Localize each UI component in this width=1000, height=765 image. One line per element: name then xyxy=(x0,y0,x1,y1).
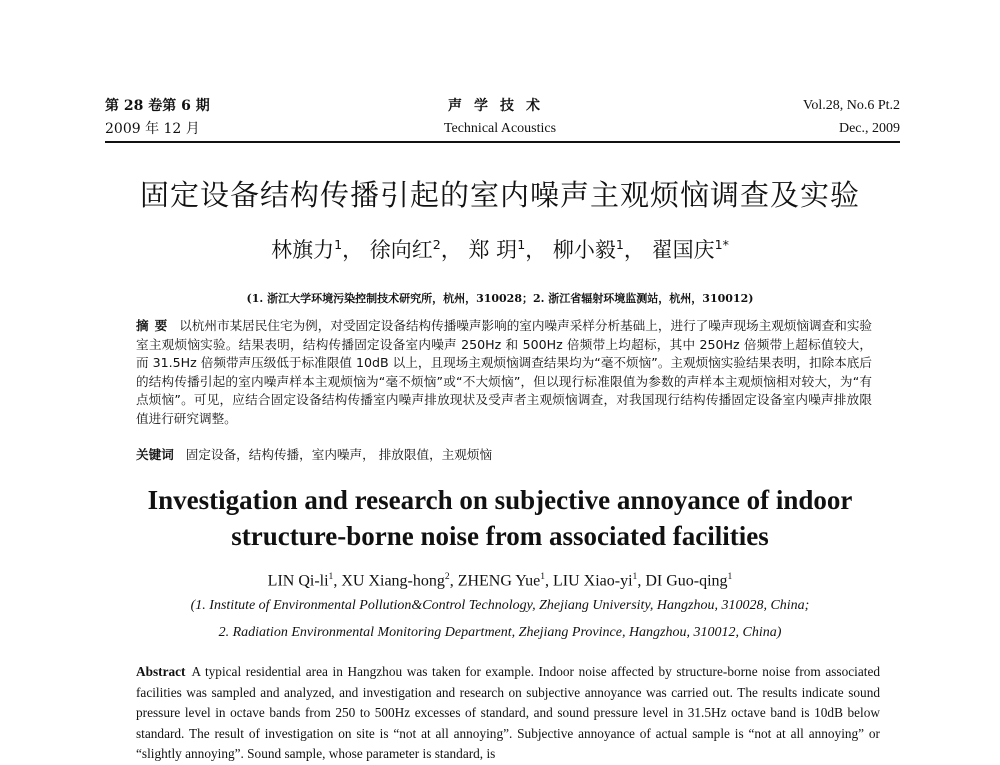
abstract-en xyxy=(136,662,880,765)
volume-issue-en: Vol.28, No.6 Pt.2 xyxy=(803,98,900,113)
paper-title-en-line-1: Investigation and research on subjective annoyance of indoor xyxy=(147,485,853,515)
author-affil-mark: 1 xyxy=(615,237,624,252)
author-affil-mark: 2 xyxy=(444,571,450,582)
author-zh: 柳小毅 xyxy=(552,238,616,262)
author-zh: 徐向红 xyxy=(369,238,433,262)
journal-name-en: Technical Acoustics xyxy=(443,121,557,136)
date-zh: 2009 年 12 月 xyxy=(105,121,200,137)
author-affil-mark: 1* xyxy=(714,237,729,252)
header-rule xyxy=(105,141,900,143)
journal-name-zh: 声学技术 xyxy=(448,98,552,114)
author-list-zh: 林旗力$^1$， 徐向红$^2$， 郑 玥$^1$， 柳小毅$^1$， 翟国庆$^{1*}$ xyxy=(271,237,729,262)
volume-issue-zh: 第 28 卷第 6 期 xyxy=(105,98,210,114)
paper-title-zh: 固定设备结构传播引起的室内噪声主观烦恼调查及实验 xyxy=(139,178,860,212)
author-zh: 翟国庆 xyxy=(651,238,715,262)
author-en: DI Guo-qing xyxy=(645,572,728,590)
abstract-zh-text: 以杭州市某居民住宅为例，对受固定设备结构传播噪声影响的室内噪声采样分析基础上，进行了噪声现场主观烦恼调查和实验室主观烦恼实验。结果表明，结构传播固定设备室内噪声 250Hz 和 500Hz 倍频带上均超标，其中 250Hz 倍频带上超标值较大，而 31.5Hz 倍频带声压级低于标准限值 10dB 以上，且现场主观烦恼调查结果均为“毫不烦恼”。主观烦恼实验结果表明，扣除本底后的结构传播引起的室内噪声样本主观烦恼为“毫不烦恼”或“不大烦恼”，但以现行标准限值为参数的声样本主观烦恼相对较大，为“有点烦恼”。可见，应结合固定设备结构传播室内噪声排放现状及受声者主观烦恼调查，对我国现行结构传播固定设备室内噪声排放限值进行研究调整。 xyxy=(136,318,873,426)
author-zh: 郑 玥 xyxy=(468,238,518,262)
abstract-en-text: A typical residential area in Hangzhou was taken for example. Indoor noise affected by structure-borne noise from associated facilities was sampled and analyzed, and investigation and research on subjective annoyance was carried out. The results indicate sound pressure level in octave bands from 250 to 500Hz excesses of standard, and sound pressure level in 31.5Hz octave band is 10dB below standard. The result of investigation on site is “not at all annoying”. Subjective annoyance of actual sample is “not at all annoying” or “slightly annoying”. Sound sample, whose parameter is standard, is xyxy=(136,664,880,761)
abstract-zh xyxy=(136,317,872,428)
author-affil-mark: 2 xyxy=(432,237,441,252)
author-en: XU Xiang-hong xyxy=(341,572,445,590)
abstract-en-label: Abstract xyxy=(136,664,186,679)
author-en: LIU Xiao-yi xyxy=(552,572,633,590)
affiliation-zh: (1. 浙江大学环境污染控制技术研究所，杭州，310028；2. 浙江省辐射环境监测站，杭州，310012) xyxy=(246,292,754,305)
author-affil-mark: 1 xyxy=(328,571,334,582)
paper-title-en-line-2: structure-borne noise from associated facilities xyxy=(231,521,769,551)
author-affil-mark: 1 xyxy=(517,237,526,252)
keywords-zh-label: 关键词 xyxy=(136,447,174,462)
author-affil-mark: 1 xyxy=(540,571,545,582)
author-en: ZHENG Yue xyxy=(457,572,541,590)
author-zh: 林旗力 xyxy=(271,238,335,262)
abstract-zh-label: 摘要 xyxy=(136,318,174,333)
affiliation-en-2: 2. Radiation Environmental Monitoring Department, Zhejiang Province, Hangzhou, 310012, China) xyxy=(218,625,782,640)
author-en: LIN Qi-li xyxy=(267,572,329,590)
paper-title-en xyxy=(0,482,1000,554)
date-en: Dec., 2009 xyxy=(838,121,900,136)
keywords-zh xyxy=(136,446,872,464)
affiliation-en-1: (1. Institute of Environmental Pollution&Control Technology, Zhejiang University, Hangzhou, 310028, China; xyxy=(190,598,810,613)
keywords-zh-text: 固定设备，结构传播，室内噪声， 排放限值，主观烦恼 xyxy=(185,447,493,462)
author-list-en: LIN $Qi-li^1$, XU Xiang-hong$^2$, ZHENG Yue$^1$, LIU Xiao-$yi^1$, DI Guo-qing$^1$ xyxy=(267,571,733,590)
author-affil-mark: 1 xyxy=(727,571,733,582)
author-affil-mark: 1 xyxy=(632,571,638,582)
author-affil-mark: 1 xyxy=(334,237,343,252)
